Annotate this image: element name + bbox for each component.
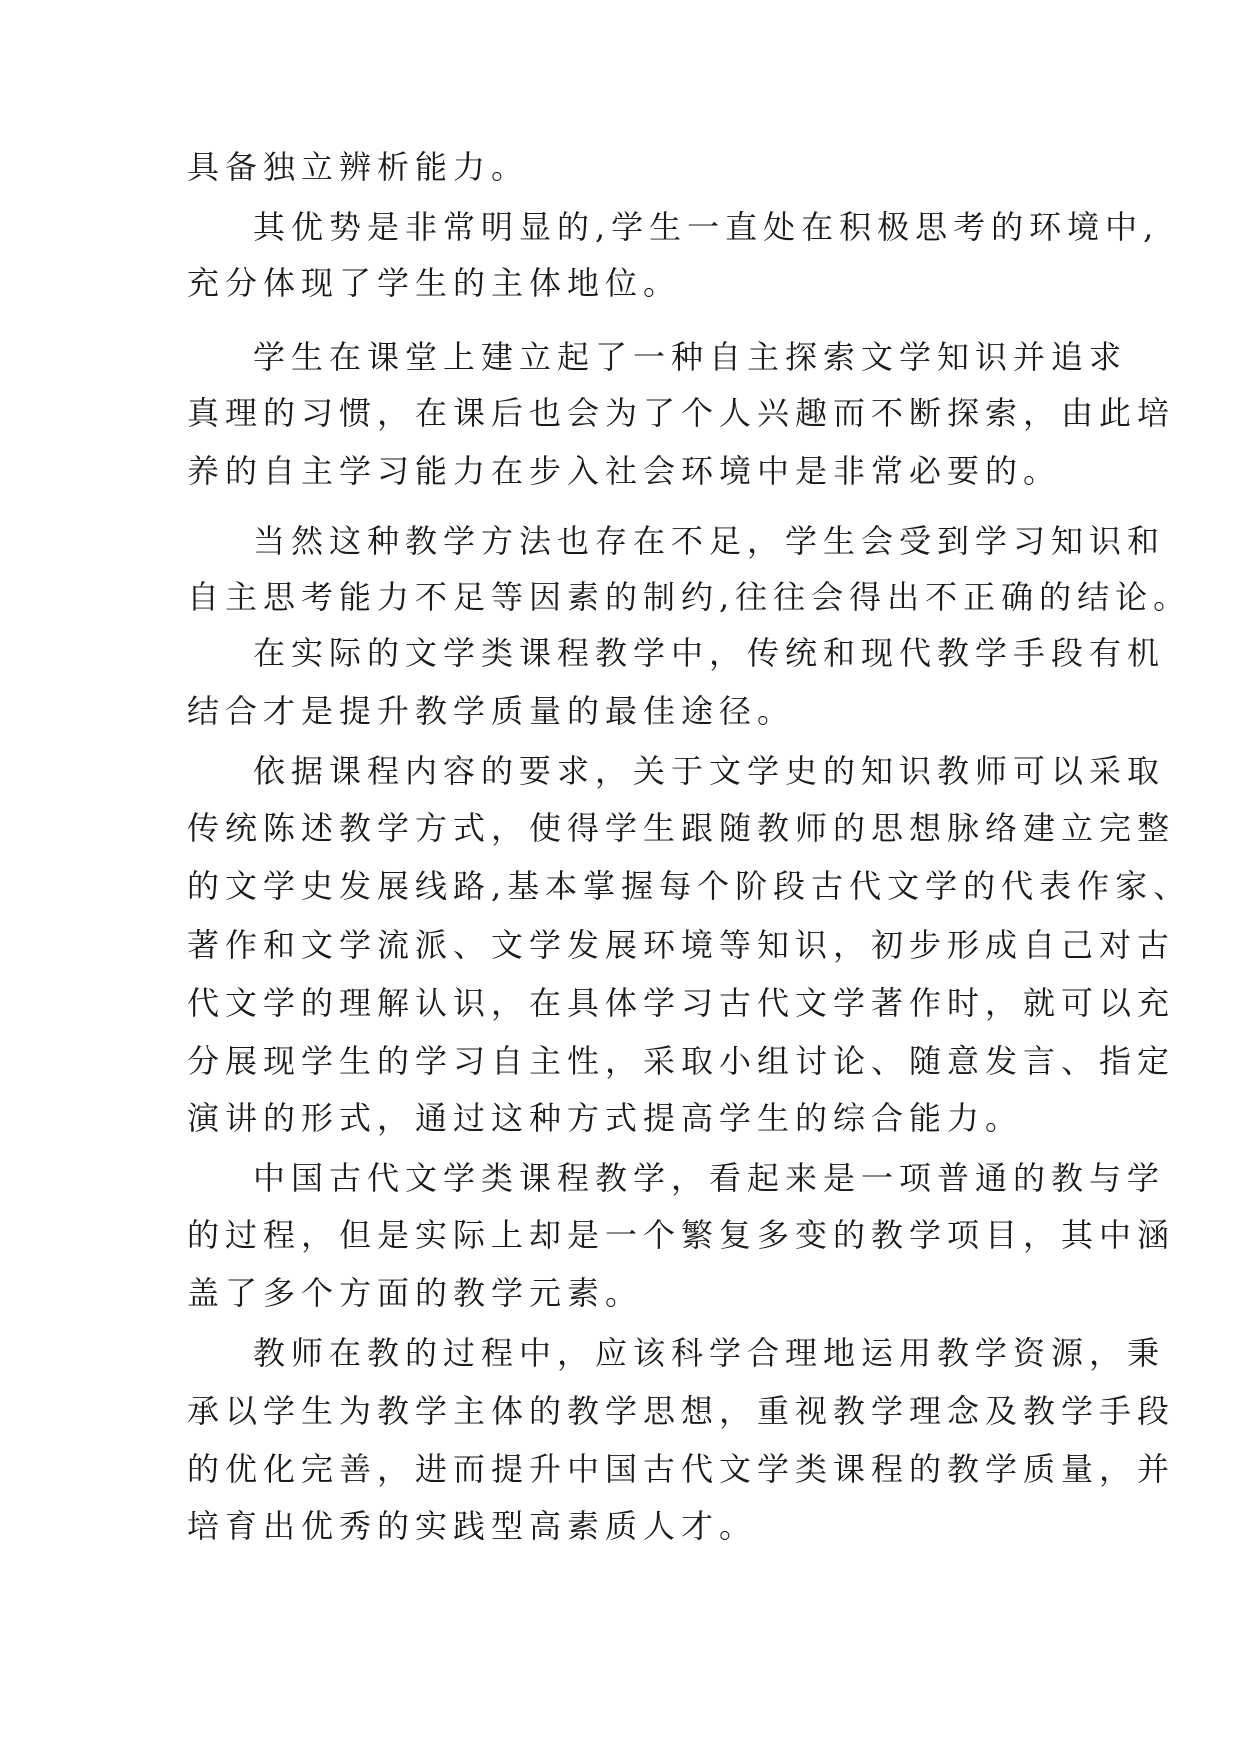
text-line: 学生在课堂上建立起了一种自主探索文学知识并追求 [253, 338, 1128, 376]
text-line: 代文学的理解认识，在具体学习古代文学著作时，就可以充 [187, 984, 1176, 1022]
text-line: 著作和文学流派、文学发展环境等知识，初步形成自己对古 [187, 926, 1176, 964]
text-line: 在实际的文学类课程教学中，传统和现代教学手段有机 [253, 634, 1166, 672]
text-line: 承以学生为教学主体的教学思想，重视教学理念及教学手段 [187, 1392, 1176, 1430]
text-line: 分展现学生的学习自主性，采取小组讨论、随意发言、指定 [187, 1042, 1176, 1080]
text-line: 盖了多个方面的教学元素。 [187, 1274, 644, 1312]
text-line: 演讲的形式，通过这种方式提高学生的综合能力。 [187, 1099, 1024, 1137]
text-line: 传统陈述教学方式，使得学生跟随教师的思想脉络建立完整 [187, 809, 1176, 847]
text-line: 依据课程内容的要求，关于文学史的知识教师可以采取 [253, 752, 1166, 790]
text-line: 结合才是提升教学质量的最佳途径。 [187, 692, 796, 730]
text-line: 的文学史发展线路,基本掌握每个阶段古代文学的代表作家、 [187, 867, 1192, 905]
text-line: 养的自主学习能力在步入社会环境中是非常必要的。 [187, 452, 1062, 490]
text-line: 当然这种教学方法也存在不足，学生会受到学习知识和 [253, 522, 1166, 560]
text-line: 中国古代文学类课程教学，看起来是一项普通的教与学 [253, 1159, 1166, 1197]
text-line: 培育出优秀的实践型高素质人才。 [187, 1507, 758, 1545]
text-line: 其优势是非常明显的,学生一直处在积极思考的环境中, [253, 208, 1160, 246]
text-line: 的优化完善，进而提升中国古代文学类课程的教学质量，并 [187, 1450, 1176, 1488]
text-line: 自主思考能力不足等因素的制约,往往会得出不正确的结论。 [187, 578, 1192, 616]
text-line: 真理的习惯，在课后也会为了个人兴趣而不断探索，由此培 [187, 394, 1176, 432]
text-line: 具备独立辨析能力。 [187, 148, 530, 186]
text-line: 充分体现了学生的主体地位。 [187, 264, 682, 302]
text-line: 的过程，但是实际上却是一个繁复多变的教学项目，其中涵 [187, 1216, 1176, 1254]
text-line: 教师在教的过程中，应该科学合理地运用教学资源，秉 [253, 1334, 1166, 1372]
